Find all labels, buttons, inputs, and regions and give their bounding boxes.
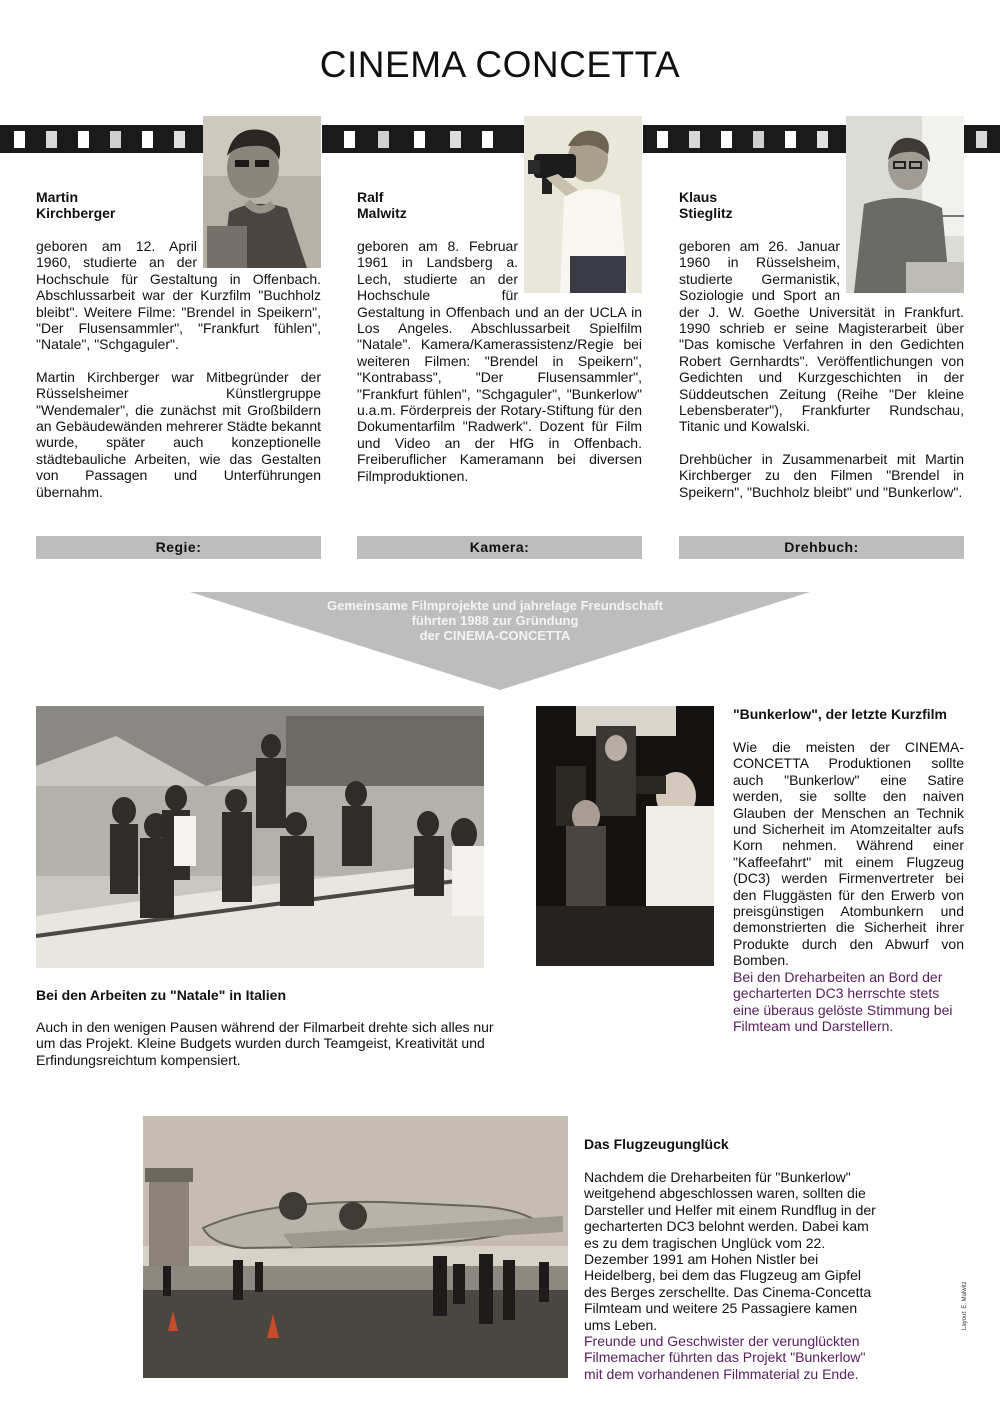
bunkerlow-description: Wie die meisten der CINEMA-CONCETTA Produktionen sollte auch "Bunkerlow" eine Satire werden, sie sollte den naiven Glauben der Menschen an Technik und Sicherheit im Atomzeitalter aufs Korn nehmen. Während einer "Kaffeefahrt" mit einem Flugzeug (DC3) werden Firmenvertreter bei den Fluggästen für den Erwerb von preisgünstigen Atombunkern und demonstrierten die Sicherheit ihrer Produkte durch den Abwurf von Bomben. (733, 739, 964, 969)
bio-paragraph: Drehbücher in Zusammenarbeit mit Martin Kirchberger zu den Filmen "Brendel in Speikern", "Buchholz bleibt" und "Bunkerlow". (679, 450, 964, 500)
bio-paragraph: Martin Kirchberger war Mitbegründer der Rüsselsheimer Künstlergruppe "Wendemaler", die zunächst mit Großbildern an Gebäudewänden mehrerer Städte bekannt wurde, später auch konzeptionelle städtebauliche Arbeiten, wie das Gestalten von Passagen und Unterführungen übernahm. (36, 368, 321, 500)
bio-stieglitz (679, 238, 964, 500)
arrow-caption: Gemeinsame Filmprojekte und jahrelage Freundschaft führten 1988 zur Gründung der CINEMA-CONCETTA (327, 598, 663, 643)
film-strip-4 (964, 125, 1000, 153)
bio-kirchberger (36, 238, 321, 500)
bunkerlow-text (733, 739, 964, 1034)
role-bar-regie: Regie: (36, 536, 321, 559)
person-name-kirchberger: Martin Kirchberger (36, 189, 116, 221)
person-name-stieglitz: Klaus Stieglitz (679, 189, 733, 221)
bio-malwitz (357, 238, 642, 484)
film-strip-1 (0, 125, 204, 153)
bunkerlow-heading: "Bunkerlow", der letzte Kurzfilm (733, 706, 947, 722)
bunkerlow-highlight: Bei den Dreharbeiten an Bord der gecharterten DC3 herrschte stets eine überaus gelöste Stimmung bei Filmteam und Darstellern. (733, 968, 953, 1034)
page-title: CINEMA CONCETTA (319, 44, 681, 85)
film-strip-3 (643, 125, 847, 153)
crash-text (584, 1169, 884, 1382)
bio-paragraph: geboren am 12. April 1960, studierte an der Hochschule für Gestaltung in Offenbach. Abschlussarbeit war der Kurzfilm "Buchholz bleibt". Weitere Filme: "Brendel in Speikern", "Der Flusensammler", "Frankfurt fühlen", "Natale", "Schgaguler". (36, 238, 321, 353)
crash-highlight: Freunde und Geschwister der verunglückten Filmemacher führten das Projekt "Bunkerlow" mit dem vorhandenen Filmmaterial zu Ende. (584, 1333, 866, 1382)
bio-paragraph: geboren am 26. Januar 1960 in Rüsselsheim, studierte Germanistik, Soziologie und Sport an der J. W. Goethe Universität in Frankfurt. 1990 schrieb er seine Magisterarbeit über "Das komische Verfahren in den Gedichten Robert Gernhardts". Veröffentlichungen von Gedichten und Kurzgeschichten in der Süddeutschen Zeitung (Reihe "Der kleine Lebensberater"), Frankfurter Rundschau, Titanic und Kowalski. (679, 238, 964, 435)
dc3-airplane-photo (143, 1116, 568, 1378)
person-name-malwitz: Ralf Malwitz (357, 189, 407, 221)
bunkerlow-cabin-photo (536, 706, 714, 966)
natale-group-photo (36, 706, 484, 968)
role-bar-drehbuch: Drehbuch: (679, 536, 964, 559)
layout-credit: Layout: E. Malwitz (962, 1281, 968, 1330)
bio-paragraph: geboren am 8. Februar 1961 in Landsberg a. Lech, studierte an der Hochschule für Gestaltung in Offenbach und an der UCLA in Los Angeles. Abschlussarbeit Spielfilm "Natale". Kamera/Kamerassistenz/Regie bei weiteren Filmen: "Brendel in Speikern", "Kontrabass", "Der Flusensammler", "Frankfurt fühlen", "Schgaguler", "Bunkerlow" u.a.m. Förderpreis der Rotary-Stiftung für den Dokumentarfilm "Radwerk". Dozent für Film und Video an der HfG in Offenbach. Freiberuflicher Kameramann bei diversen Filmproduktionen. (357, 238, 642, 484)
crash-description: Nachdem die Dreharbeiten für "Bunkerlow" weitgehend abgeschlossen waren, sollten die Darsteller und Helfer mit einem Rundflug in der gecharterten DC3 belohnt werden. Dabei kam es zu dem tragischen Unglück vom 22. Dezember 1991 am Hohen Nistler bei Heidelberg, bei dem das Flugzeug am Gipfel des Berges zerschellte. Das Cinema-Concetta Filmteam und weitere 25 Passagiere kamen ums Leben. (584, 1169, 876, 1333)
role-bar-kamera: Kamera: (357, 536, 642, 559)
crash-heading: Das Flugzeugunglück (584, 1136, 729, 1152)
natale-heading: Bei den Arbeiten zu "Natale" in Italien (36, 987, 287, 1003)
natale-text: Auch in den wenigen Pausen während der Filmarbeit drehte sich alles nur um das Projekt. Kleine Budgets wurden durch Teamgeist, Kreativität und Erfindungsreichtum kompensiert. (36, 1019, 494, 1068)
film-strip-2 (322, 125, 526, 153)
